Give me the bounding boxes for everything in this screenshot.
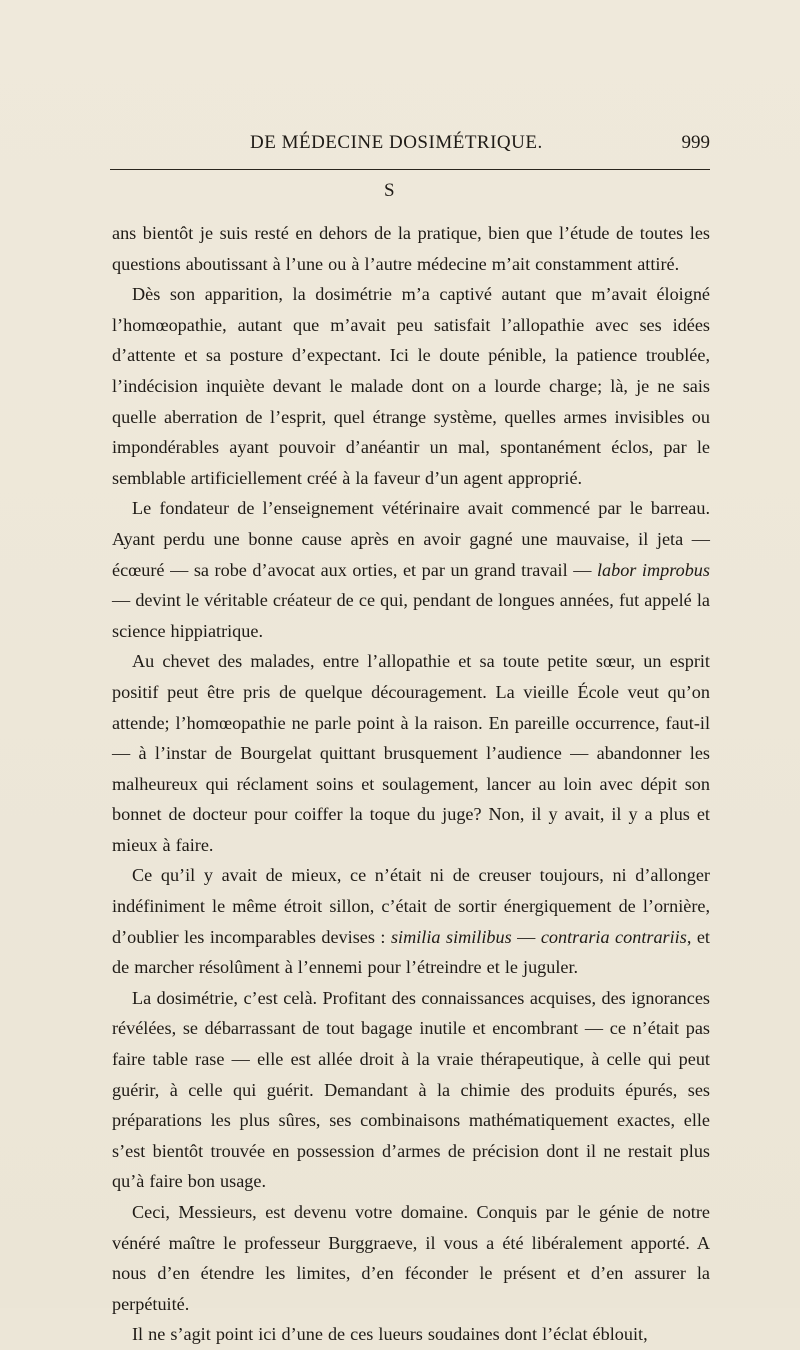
running-title: DE MÉDECINE DOSIMÉTRIQUE.	[250, 132, 543, 153]
paragraph-2: Dès son apparition, la dosimétrie m’a captivé autant que m’avait éloigné l’homœopathie, autant que m’avait peu satisfait l’allopathie avec ses idées d’attente et sa posture d’expectant. Ici le doute pénible, la patience troublée, l’indécision inquiète devant le malade dont on a lourde charge; là, je ne sais quelle aberration de l’esprit, quel étrange système, quelles armes invisibles ou impondérables ayant pouvoir d’anéantir un mal, spontanément éclos, par le semblable artificiellement créé à la faveur d’un agent approprié.	[112, 284, 710, 488]
paragraph-7: Ceci, Messieurs, est devenu votre domaine. Conquis par le génie de notre vénéré maître le professeur Burggraeve, il vous a été libéralement apporté. A nous d’en étendre les limites, d’en féconder le présent et d’en assurer la perpétuité.	[112, 1202, 710, 1314]
paragraph-5	[112, 860, 710, 982]
paragraph-1: ans bientôt je suis resté en dehors de la pratique, bien que l’étude de toutes les questions aboutissant à l’une ou à l’autre médecine m’ait constamment attiré.	[112, 223, 710, 274]
paragraph-4: Au chevet des malades, entre l’allopathie et sa toute petite sœur, un esprit positif peut être pris de quelque découragement. La vieille École veut qu’on attende; l’homœopathie ne parle point à la raison. En pareille occurrence, faut-il — à l’instar de Bourgelat quittant brusquement l’audience — abandonner les malheureux qui réclament soins et soulagement, lancer au loin avec dépit son bonnet de docteur pour coiffer la toque du juge? Non, il y avait, il y a plus et mieux à faire.	[112, 651, 710, 855]
paragraph-3-part-a: Le fondateur de l’enseignement vétérinaire avait commencé par le barreau. Ayant perdu une bonne cause après en avoir gagné une mauvaise, il jeta — écœuré — sa robe d’avocat aux orties, et par un grand travail —	[112, 498, 710, 580]
paragraph-3-part-b: — devint le véritable créateur de ce qui, pendant de longues années, fut appelé la science hippiatrique.	[112, 590, 710, 641]
paragraph-3	[112, 493, 710, 646]
paragraph-5-part-a: Ce qu’il y avait de mieux, ce n’était ni de creuser toujours, ni d’allonger indéfiniment le même étroit sillon, c’était de sortir énergiquement de l’ornière, d’oublier les incomparables devises :	[112, 865, 710, 947]
header-rule	[110, 169, 710, 170]
paragraph-5-dash: —	[511, 926, 541, 947]
signature-mark: S	[384, 180, 396, 201]
page-number: 999	[681, 132, 710, 153]
paragraph-8: Il ne s’agit point ici d’une de ces lueurs soudaines dont l’éclat éblouit,	[132, 1324, 648, 1345]
body-text	[112, 218, 710, 1350]
paragraph-5-part-b: , et de marcher résolûment à l’ennemi pour l’étreindre et le juguler.	[112, 926, 710, 978]
page-header	[110, 130, 710, 160]
paragraph-6: La dosimétrie, c’est celà. Profitant des connaissances acquises, des ignorances révélées, se débarrassant de tout bagage inutile et encombrant — ce n’était pas faire table rase — elle est allée droit à la vraie thérapeutique, à celle qui peut guérir, à celle qui guérit. Demandant à la chimie des produits épurés, ses préparations les plus sûres, ses combinaisons mathématiquement exactes, elle s’est bientôt trouvée en possession d’armes de précision dont il ne restait plus qu’à faire bon usage.	[112, 987, 710, 1192]
latin-phrase-similia: similia similibus	[390, 926, 512, 947]
latin-phrase-contraria: contraria contrariis	[540, 926, 687, 947]
latin-phrase-labor-improbus: labor improbus	[596, 559, 710, 580]
